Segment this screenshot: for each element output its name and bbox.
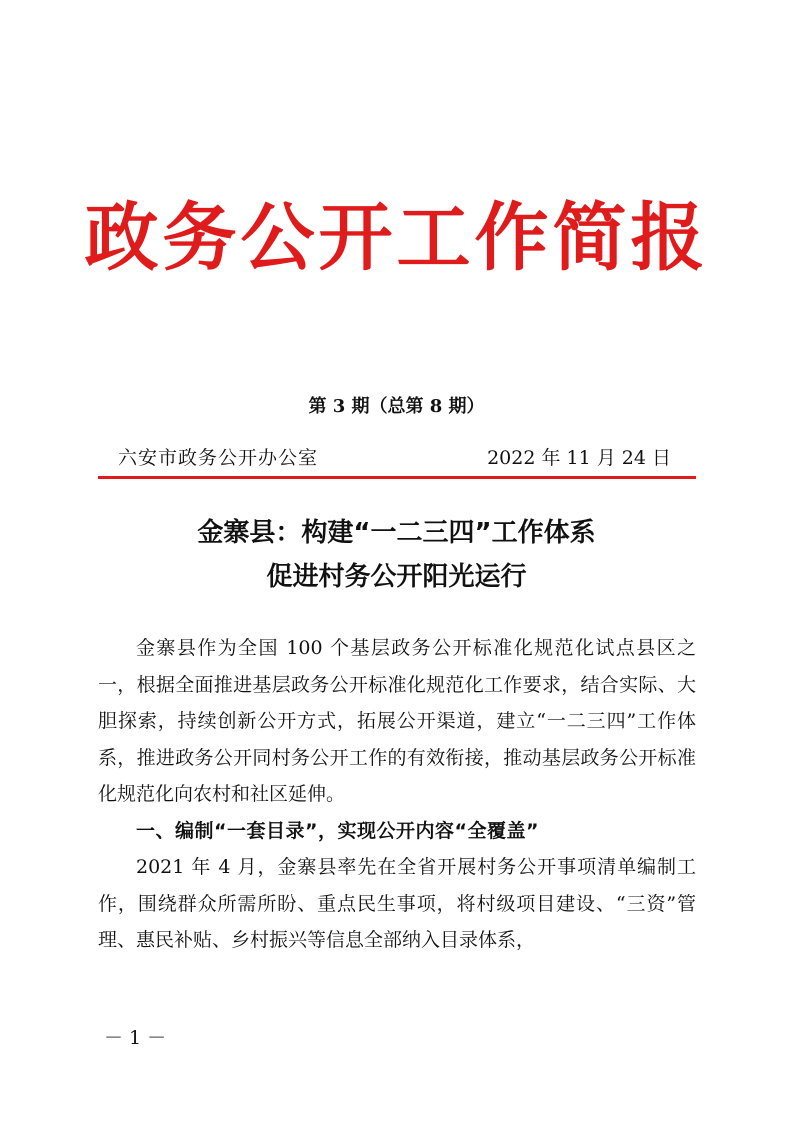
article-title-line-1: 金寨县：构建“一二三四”工作体系 [197,518,596,548]
masthead-title: 政务公开工作简报 [84,195,709,281]
page-number: － 1 － [104,1027,167,1049]
issue-date: 2022 年 11 月 24 日 [487,447,671,469]
section-heading: 一、编制“一套目录”，实现公开内容“全覆盖” [136,819,539,842]
article-title-line-2: 促进村务公开阳光运行 [266,562,527,592]
article-body [98,630,696,959]
article-title [0,511,793,599]
body-paragraph: 2021 年 4 月，金寨县率先在全省开展村务公开事项清单编制工作，围绕群众所需所盼、重点民生事项，将村级项目建设、“三资”管理、惠民补贴、乡村振兴等信息全部纳入目录体系， [98,856,696,951]
issue-number: 第 3 期（总第 8 期） [308,396,485,417]
red-divider-rule [98,476,696,479]
body-paragraph: 金寨县作为全国 100 个基层政务公开标准化规范化试点县区之一，根据全面推进基层政务公开标准化规范化工作要求，结合实际、大胆探索，持续创新公开方式，拓展公开渠道，建立“一二三四”工作体系，推进政务公开同村务公开工作的有效衔接，推动基层政务公开标准化规范化向农村和社区延伸。 [98,637,696,805]
issuing-office: 六安市政务公开办公室 [118,447,319,469]
